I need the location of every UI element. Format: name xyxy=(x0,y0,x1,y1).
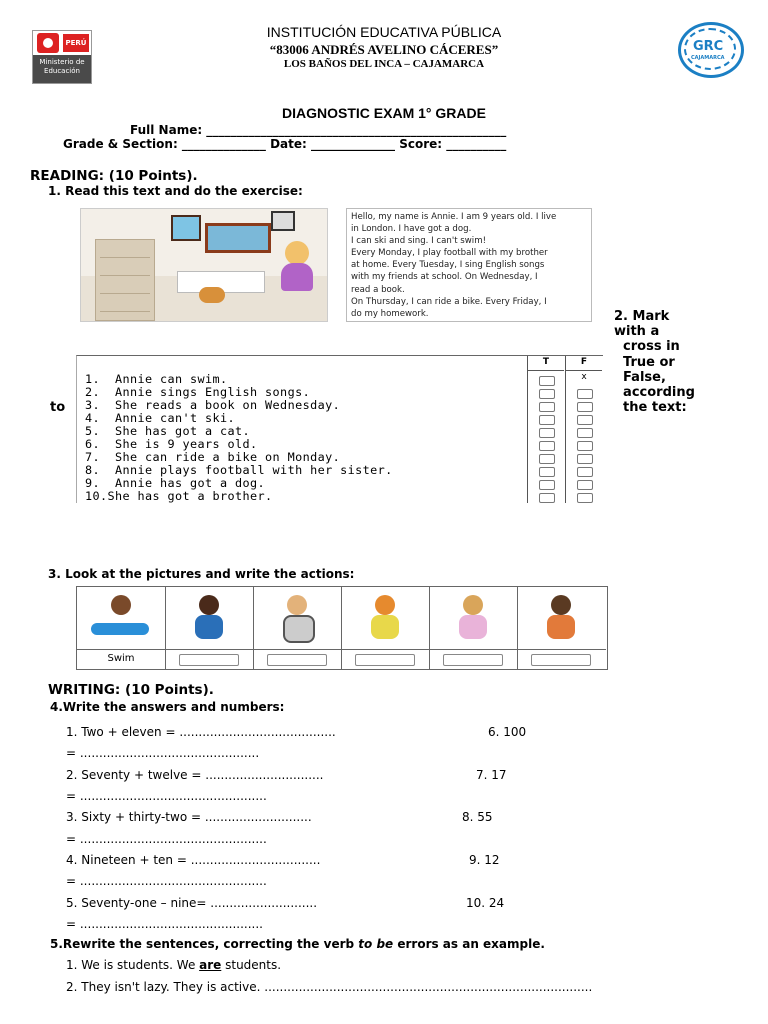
swimming-child-icon xyxy=(99,593,143,645)
false-header: F xyxy=(566,357,602,371)
math-item-continuation[interactable]: = ............................................... xyxy=(66,746,260,760)
statement: 9. Annie has got a dog. xyxy=(85,476,266,490)
statement: 6. She is 9 years old. xyxy=(85,437,258,451)
statement-list xyxy=(85,373,393,503)
school-name: INSTITUCIÓN EDUCATIVA PÚBLICA xyxy=(266,24,502,40)
question-1: 1. Read this text and do the exercise: xyxy=(48,184,303,198)
action-cell xyxy=(77,587,166,669)
statement: 4. Annie can't ski. xyxy=(85,411,236,425)
true-checkbox[interactable] xyxy=(539,376,555,386)
true-checkbox[interactable] xyxy=(539,441,555,451)
action-answer-box[interactable] xyxy=(179,654,239,666)
example-cross: x xyxy=(581,372,587,382)
statement: 5. She has got a cat. xyxy=(85,424,251,438)
question-4: 4.Write the answers and numbers: xyxy=(50,700,285,714)
statement: 7. She can ride a bike on Monday. xyxy=(85,450,341,464)
dancing-child-icon xyxy=(451,593,495,645)
false-checkbox[interactable] xyxy=(577,415,593,425)
bedroom-illustration xyxy=(80,208,328,322)
statement: 3. She reads a book on Wednesday. xyxy=(85,398,341,412)
math-item-continuation[interactable]: = ................................................ xyxy=(66,917,263,931)
math-item-right[interactable]: 8. 55 xyxy=(462,810,493,824)
girl-icon xyxy=(277,241,317,301)
passage-text: Hello, my name is Annie. I am 9 years old. I live in London. I have got a dog. I can ski and sing. I can't swim! Every Monday, I play football with my brother at home. Every Tuesday, I sing English songs with my friends at school. On Wednesday, I read a book. On Thursday, I can ride a bike. Every Friday, I do my homework. xyxy=(351,212,557,319)
math-item-right[interactable]: 9. 12 xyxy=(469,853,500,867)
reading-child-icon xyxy=(187,593,231,645)
math-item-right[interactable]: 6. 100 xyxy=(488,725,527,739)
action-answer-box[interactable] xyxy=(531,654,591,666)
statement: 2. Annie sings English songs. xyxy=(85,385,311,399)
math-item-continuation[interactable]: = ................................................. xyxy=(66,789,267,803)
true-checkbox[interactable] xyxy=(539,415,555,425)
running-child-icon xyxy=(539,593,583,645)
true-checkbox[interactable] xyxy=(539,493,555,503)
true-checkbox[interactable] xyxy=(539,389,555,399)
true-checkbox[interactable] xyxy=(539,467,555,477)
statement: 1. Annie can swim. xyxy=(85,372,228,386)
question-5: 5.Rewrite the sentences, correcting the verb to be errors as an example. xyxy=(50,937,545,951)
false-checkbox[interactable] xyxy=(577,480,593,490)
actions-table xyxy=(76,586,608,670)
sentence-example: 1. We is students. We are students. xyxy=(66,958,282,972)
question-3: 3. Look at the pictures and write the actions: xyxy=(48,567,355,581)
action-answer-box[interactable] xyxy=(267,654,327,666)
exam-title: DIAGNOSTIC EXAM 1° GRADE xyxy=(282,105,486,121)
false-checkbox[interactable] xyxy=(577,493,593,503)
logo-sub: CAJAMARCA xyxy=(691,55,725,61)
math-item-left[interactable]: 2. Seventy + twelve = ............................... xyxy=(66,768,324,782)
grade-date-score-field[interactable]: Grade & Section: ______________ Date: ______________ Score: __________ xyxy=(63,137,507,151)
action-example: Swim xyxy=(107,653,135,664)
math-item-left[interactable]: 5. Seventy-one – nine= ............................ xyxy=(66,896,318,910)
action-cell xyxy=(165,587,254,669)
true-checkbox[interactable] xyxy=(539,480,555,490)
false-checkbox[interactable] xyxy=(577,389,593,399)
math-item-left[interactable]: 4. Nineteen + ten = .................................. xyxy=(66,853,321,867)
writing-heading: WRITING: (10 Points). xyxy=(48,682,214,698)
action-answer-box[interactable] xyxy=(355,654,415,666)
logo-text: GRC xyxy=(693,39,724,54)
true-header: T xyxy=(528,357,564,371)
statement: 10.She has got a brother. xyxy=(85,489,273,503)
math-item-left[interactable]: 1. Two + eleven = ......................................... xyxy=(66,725,336,739)
dog-icon xyxy=(199,287,225,303)
math-item-continuation[interactable]: = ................................................. xyxy=(66,874,267,888)
statement: 8. Annie plays football with her sister. xyxy=(85,463,393,477)
false-checkbox[interactable] xyxy=(577,441,593,451)
math-item-continuation[interactable]: = ................................................. xyxy=(66,832,267,846)
school-location: LOS BAÑOS DEL INCA – CAJAMARCA xyxy=(283,58,485,70)
singing-child-icon xyxy=(363,593,407,645)
true-column xyxy=(527,356,564,503)
false-checkbox[interactable] xyxy=(577,402,593,412)
math-item-left[interactable]: 3. Sixty + thirty-two = ............................ xyxy=(66,810,312,824)
logo-country: PERÚ xyxy=(63,34,89,52)
true-checkbox[interactable] xyxy=(539,428,555,438)
action-answer-box[interactable] xyxy=(443,654,503,666)
false-checkbox[interactable] xyxy=(577,454,593,464)
true-checkbox[interactable] xyxy=(539,454,555,464)
question-2: 2. Mark with a cross in True or False, according the text: xyxy=(614,309,695,416)
false-checkbox[interactable] xyxy=(577,467,593,477)
math-item-right[interactable]: 10. 24 xyxy=(466,896,505,910)
action-cell xyxy=(429,587,518,669)
logo-ministry: Ministerio de Educación xyxy=(39,58,85,75)
true-false-table xyxy=(76,355,603,503)
true-checkbox[interactable] xyxy=(539,402,555,412)
action-cell xyxy=(341,587,430,669)
full-name-field[interactable]: Full Name: __________________________________________________ xyxy=(130,123,507,137)
math-item-right[interactable]: 7. 17 xyxy=(476,768,507,782)
false-checkbox[interactable] xyxy=(577,428,593,438)
school-number: “83006 ANDRÉS AVELINO CÁCERES” xyxy=(269,42,499,57)
climbing-child-icon xyxy=(275,593,319,645)
question-2-to: to xyxy=(50,400,66,415)
reading-passage xyxy=(346,208,592,322)
false-column xyxy=(565,356,602,503)
sentence-2[interactable]: 2. They isn't lazy. They is active. ...................................................................................... xyxy=(66,980,593,994)
action-cell xyxy=(253,587,342,669)
reading-heading: READING: (10 Points). xyxy=(30,168,198,184)
action-cell xyxy=(517,587,606,669)
